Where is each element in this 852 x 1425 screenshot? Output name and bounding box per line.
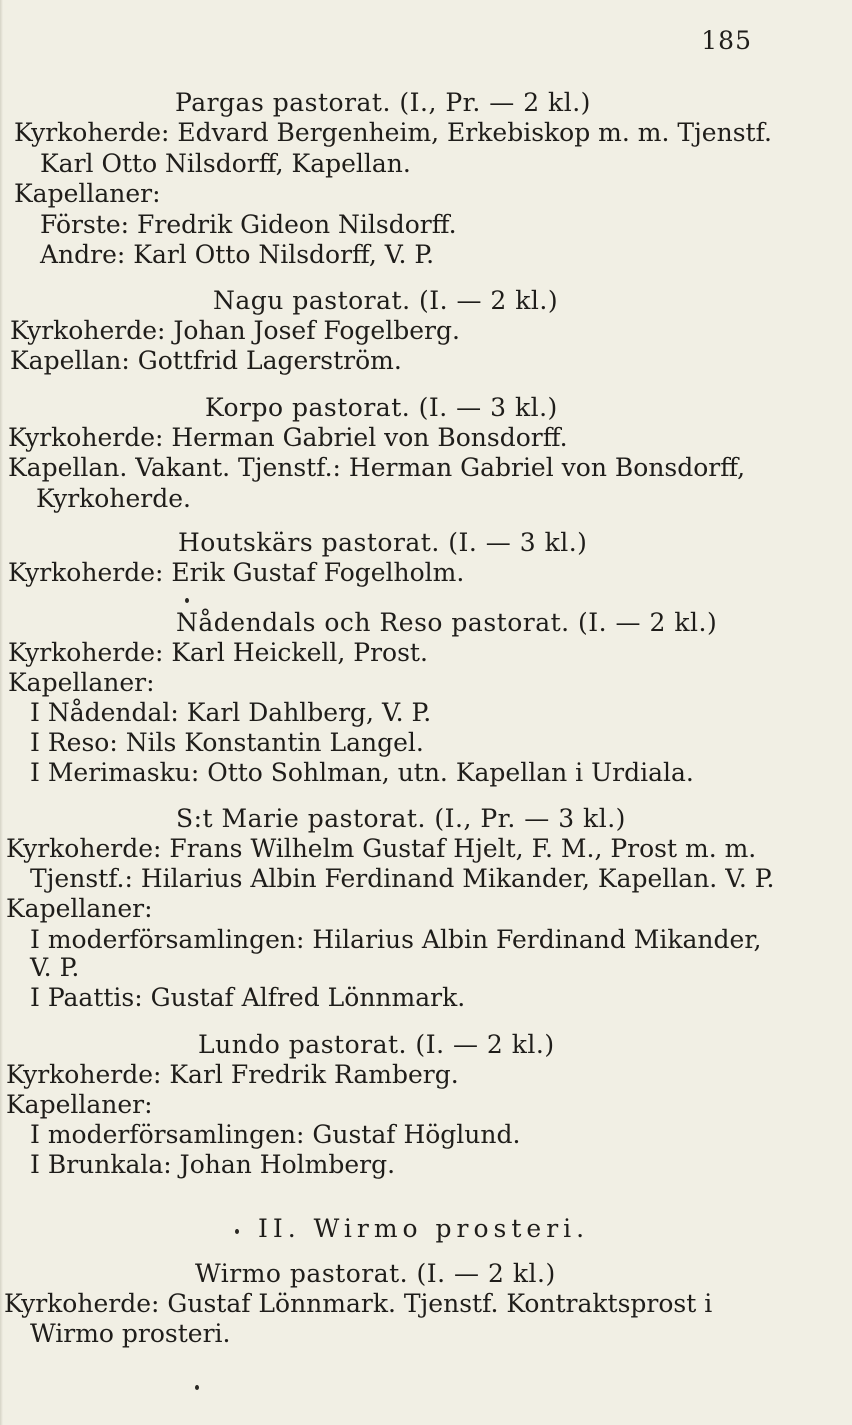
- entry-line: I Paattis: Gustaf Alfred Lönnmark.: [30, 983, 466, 1012]
- entry-line: Andre: Karl Otto Nilsdorff, V. P.: [40, 240, 435, 269]
- entry-line: Kyrkoherde: Erik Gustaf Fogelholm.: [8, 558, 465, 587]
- section-heading-st-marie: S:t Marie pastorat. (I., Pr. — 3 kl.): [176, 804, 626, 833]
- entry-line: Wirmo prosteri.: [30, 1319, 231, 1348]
- entry-line: I Reso: Nils Konstantin Langel.: [30, 728, 424, 757]
- ink-speck: [185, 598, 189, 603]
- entry-line: Kapellan. Vakant. Tjenstf.: Herman Gabriel von Bonsdorff,: [8, 453, 746, 482]
- entry-line: Kyrkoherde: Gustaf Lönnmark. Tjenstf. Kontraktsprost i: [4, 1289, 713, 1318]
- section-heading-wirmo: Wirmo pastorat. (I. — 2 kl.): [195, 1259, 556, 1288]
- section-heading-houtskar: Houtskärs pastorat. (I. — 3 kl.): [178, 528, 588, 557]
- section-heading-lundo: Lundo pastorat. (I. — 2 kl.): [198, 1030, 555, 1059]
- ink-speck: [195, 1385, 199, 1390]
- entry-line: Kapellaner:: [6, 1090, 153, 1119]
- entry-line: I moderförsamlingen: Hilarius Albin Ferdinand Mikander,: [30, 925, 762, 954]
- section-heading-korpo: Korpo pastorat. (I. — 3 kl.): [205, 393, 558, 422]
- entry-line: Kyrkoherde: Frans Wilhelm Gustaf Hjelt, F. M., Prost m. m.: [6, 834, 757, 863]
- entry-line: Kapellan: Gottfrid Lagerström.: [10, 346, 402, 375]
- district-heading-wirmo-prosteri: II. Wirmo prosteri.: [258, 1214, 590, 1243]
- entry-line: Kapellaner:: [14, 179, 161, 208]
- entry-line: Tjenstf.: Hilarius Albin Ferdinand Mikander, Kapellan. V. P.: [30, 864, 775, 893]
- entry-line: Förste: Fredrik Gideon Nilsdorff.: [40, 210, 457, 239]
- entry-line: I Nådendal: Karl Dahlberg, V. P.: [30, 698, 432, 727]
- page-number: 185: [701, 26, 752, 55]
- entry-line: Kyrkoherde.: [36, 484, 191, 513]
- entry-line: Kyrkoherde: Edvard Bergenheim, Erkebiskop m. m. Tjenstf.: [14, 118, 772, 147]
- section-heading-pargas: Pargas pastorat. (I., Pr. — 2 kl.): [175, 88, 591, 117]
- entry-line: I Merimasku: Otto Sohlman, utn. Kapellan i Urdiala.: [30, 758, 694, 787]
- entry-line: Kyrkoherde: Karl Fredrik Ramberg.: [6, 1060, 459, 1089]
- section-heading-nagu: Nagu pastorat. (I. — 2 kl.): [213, 286, 559, 315]
- entry-line: Karl Otto Nilsdorff, Kapellan.: [40, 149, 411, 178]
- entry-line: V. P.: [30, 953, 80, 982]
- ink-speck: [235, 1229, 239, 1234]
- entry-line: I Brunkala: Johan Holmberg.: [30, 1150, 396, 1179]
- section-heading-nadendal-reso: Nådendals och Reso pastorat. (I. — 2 kl.): [176, 608, 718, 637]
- entry-line: Kyrkoherde: Johan Josef Fogelberg.: [10, 316, 460, 345]
- entry-line: I moderförsamlingen: Gustaf Höglund.: [30, 1120, 521, 1149]
- entry-line: Kapellaner:: [8, 668, 155, 697]
- entry-line: Kyrkoherde: Karl Heickell, Prost.: [8, 638, 428, 667]
- page-edge-shadow: [0, 0, 3, 1425]
- entry-line: Kyrkoherde: Herman Gabriel von Bonsdorff.: [8, 423, 568, 452]
- entry-line: Kapellaner:: [6, 894, 153, 923]
